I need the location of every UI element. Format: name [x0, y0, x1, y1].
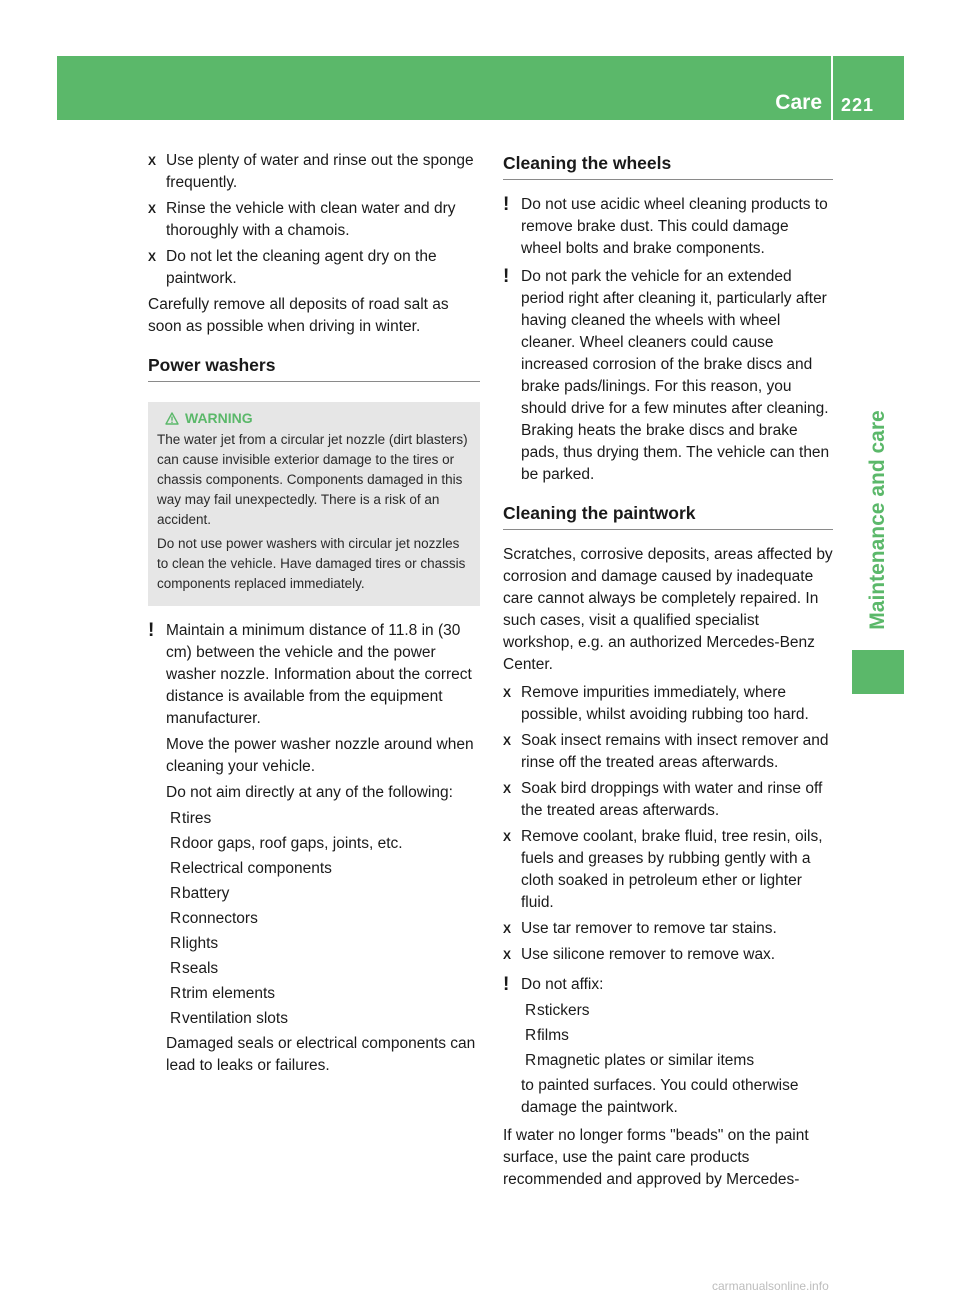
list-item [170, 958, 480, 980]
list-item-text: electrical components [182, 860, 332, 877]
step-arrow-icon: X [503, 782, 512, 796]
step-arrow-icon: X [148, 250, 157, 264]
warning-instruction: Do not use power washers with circular jet nozzles to clean the vehicle. Have damaged tires or chassis components replaced immediately. [157, 536, 466, 591]
note-block [503, 974, 833, 1119]
warning-title-text: WARNING [185, 410, 253, 426]
note-text: Do not aim directly at any of the following: [166, 784, 453, 801]
note-exclamation-icon: ! [503, 266, 510, 287]
step-item [148, 246, 480, 290]
step-item [503, 778, 833, 822]
bullet-icon: R [170, 985, 182, 1002]
step-arrow-icon: X [503, 686, 512, 700]
warning-text: The water jet from a circular jet nozzle (dirt blasters) can cause invisible exterior damage to the tires or chassis components. Components damaged in this way may fail unexpectedly. There is a risk of an accident. [157, 432, 468, 527]
side-tab-label: Maintenance and care [866, 410, 889, 630]
step-item [503, 730, 833, 774]
cleaning-wheels-heading: Cleaning the wheels [503, 150, 833, 180]
step-item [148, 150, 480, 194]
list-item-text: stickers [537, 1002, 590, 1019]
left-column [148, 150, 480, 1083]
step-item [503, 682, 833, 726]
warning-triangle-icon [165, 412, 179, 425]
right-column [503, 150, 833, 1197]
list-item-text: ventilation slots [182, 1010, 288, 1027]
warning-box [148, 402, 480, 606]
note-block [148, 620, 480, 1077]
bullet-icon: R [525, 1052, 537, 1069]
step-arrow-icon: X [148, 154, 157, 168]
step-arrow-icon: X [503, 734, 512, 748]
bullet-list [166, 808, 480, 1030]
list-item [170, 808, 480, 830]
bullet-icon: R [525, 1002, 537, 1019]
step-text: Use plenty of water and rinse out the sponge frequently. [166, 152, 474, 191]
step-text: Use tar remover to remove tar stains. [521, 920, 777, 937]
note-text: Do not park the vehicle for an extended period right after cleaning it, particularly after having cleaned the wheels with wheel cleaner. Wheel cleaners could cause increased corrosion of the brake discs and brake pads/linings. For this reason, you should drive for a few minutes after cleaning. Braking heats the brake discs and brake pads, thus drying them. The vehicle can then be parked. [521, 268, 830, 483]
note-text: Do not use acidic wheel cleaning products to remove brake dust. This could damage wheel bolts and brake components. [521, 196, 828, 257]
closing-paragraph: If water no longer forms "beads" on the paint surface, use the paint care products recommended and approved by Mercedes- [503, 1127, 809, 1188]
step-text: Remove impurities immediately, where possible, whilst avoiding rubbing too hard. [521, 684, 809, 723]
step-text: Remove coolant, brake fluid, tree resin, oils, fuels and greases by rubbing gently with a cloth soaked in petroleum ether or lighter fluid. [521, 828, 823, 911]
list-item-text: tires [182, 810, 212, 827]
bullet-icon: R [170, 835, 182, 852]
side-tab-marker [852, 650, 904, 694]
note-text: Maintain a minimum distance of 11.8 in (30 cm) between the vehicle and the power washer nozzle. Information about the correct distance is available from the equipment manufacturer. [166, 622, 472, 727]
step-item [503, 826, 833, 914]
page-number: 221 [841, 95, 875, 115]
list-item [170, 858, 480, 880]
note-block [503, 266, 833, 486]
bullet-icon: R [170, 860, 182, 877]
list-item-text: door gaps, roof gaps, joints, etc. [182, 835, 403, 852]
bullet-icon: R [170, 885, 182, 902]
list-item-text: magnetic plates or similar items [537, 1052, 755, 1069]
step-arrow-icon: X [148, 202, 157, 216]
list-item [170, 883, 480, 905]
note-exclamation-icon: ! [503, 974, 510, 995]
step-text: Use silicone remover to remove wax. [521, 946, 776, 963]
list-item-text: connectors [182, 910, 258, 927]
list-item-text: films [537, 1027, 569, 1044]
note-block [503, 194, 833, 260]
bullet-list [521, 1000, 833, 1072]
bullet-icon: R [170, 1010, 182, 1027]
note-text: Damaged seals or electrical components can lead to leaks or failures. [166, 1035, 476, 1074]
paintwork-intro: Scratches, corrosive deposits, areas affected by corrosion and damage caused by inadequate care cannot always be completely repaired. In such cases, visit a qualified specialist workshop, e.g. an authorized Mercedes-Benz Center. [503, 546, 833, 673]
list-item [525, 1050, 833, 1072]
step-item [503, 918, 833, 940]
list-item-text: trim elements [182, 985, 276, 1002]
note-exclamation-icon: ! [503, 194, 510, 215]
step-arrow-icon: X [503, 830, 512, 844]
step-text: Rinse the vehicle with clean water and dry thoroughly with a chamois. [166, 200, 456, 239]
list-item [170, 833, 480, 855]
cleaning-paintwork-heading: Cleaning the paintwork [503, 500, 833, 530]
note-exclamation-icon: ! [148, 620, 155, 641]
list-item [170, 1008, 480, 1030]
step-text: Soak bird droppings with water and rinse off the treated areas afterwards. [521, 780, 823, 819]
step-item [148, 198, 480, 242]
step-text: Soak insect remains with insect remover and rinse off the treated areas afterwards. [521, 732, 829, 771]
power-washers-heading: Power washers [148, 352, 480, 382]
bullet-icon: R [170, 910, 182, 927]
list-item [170, 908, 480, 930]
bullet-icon: R [170, 935, 182, 952]
list-item [170, 933, 480, 955]
step-arrow-icon: X [503, 948, 512, 962]
bullet-icon: R [170, 810, 182, 827]
step-arrow-icon: X [503, 922, 512, 936]
note-text: Do not affix: [521, 976, 604, 993]
warning-title [165, 408, 471, 428]
list-item [525, 1025, 833, 1047]
step-item [503, 944, 833, 966]
list-item-text: lights [182, 935, 219, 952]
note-text: Move the power washer nozzle around when cleaning your vehicle. [166, 736, 474, 775]
road-salt-paragraph: Carefully remove all deposits of road salt as soon as possible when driving in winter. [148, 296, 449, 335]
list-item [525, 1000, 833, 1022]
header-divider [831, 56, 833, 120]
bullet-icon: R [170, 960, 182, 977]
watermark: carmanualsonline.info [712, 1279, 829, 1293]
bullet-icon: R [525, 1027, 537, 1044]
list-item-text: battery [182, 885, 230, 902]
step-text: Do not let the cleaning agent dry on the paintwork. [166, 248, 437, 287]
section-title: Care [775, 91, 822, 114]
list-item-text: seals [182, 960, 219, 977]
note-text: to painted surfaces. You could otherwise damage the paintwork. [521, 1077, 799, 1116]
list-item [170, 983, 480, 1005]
